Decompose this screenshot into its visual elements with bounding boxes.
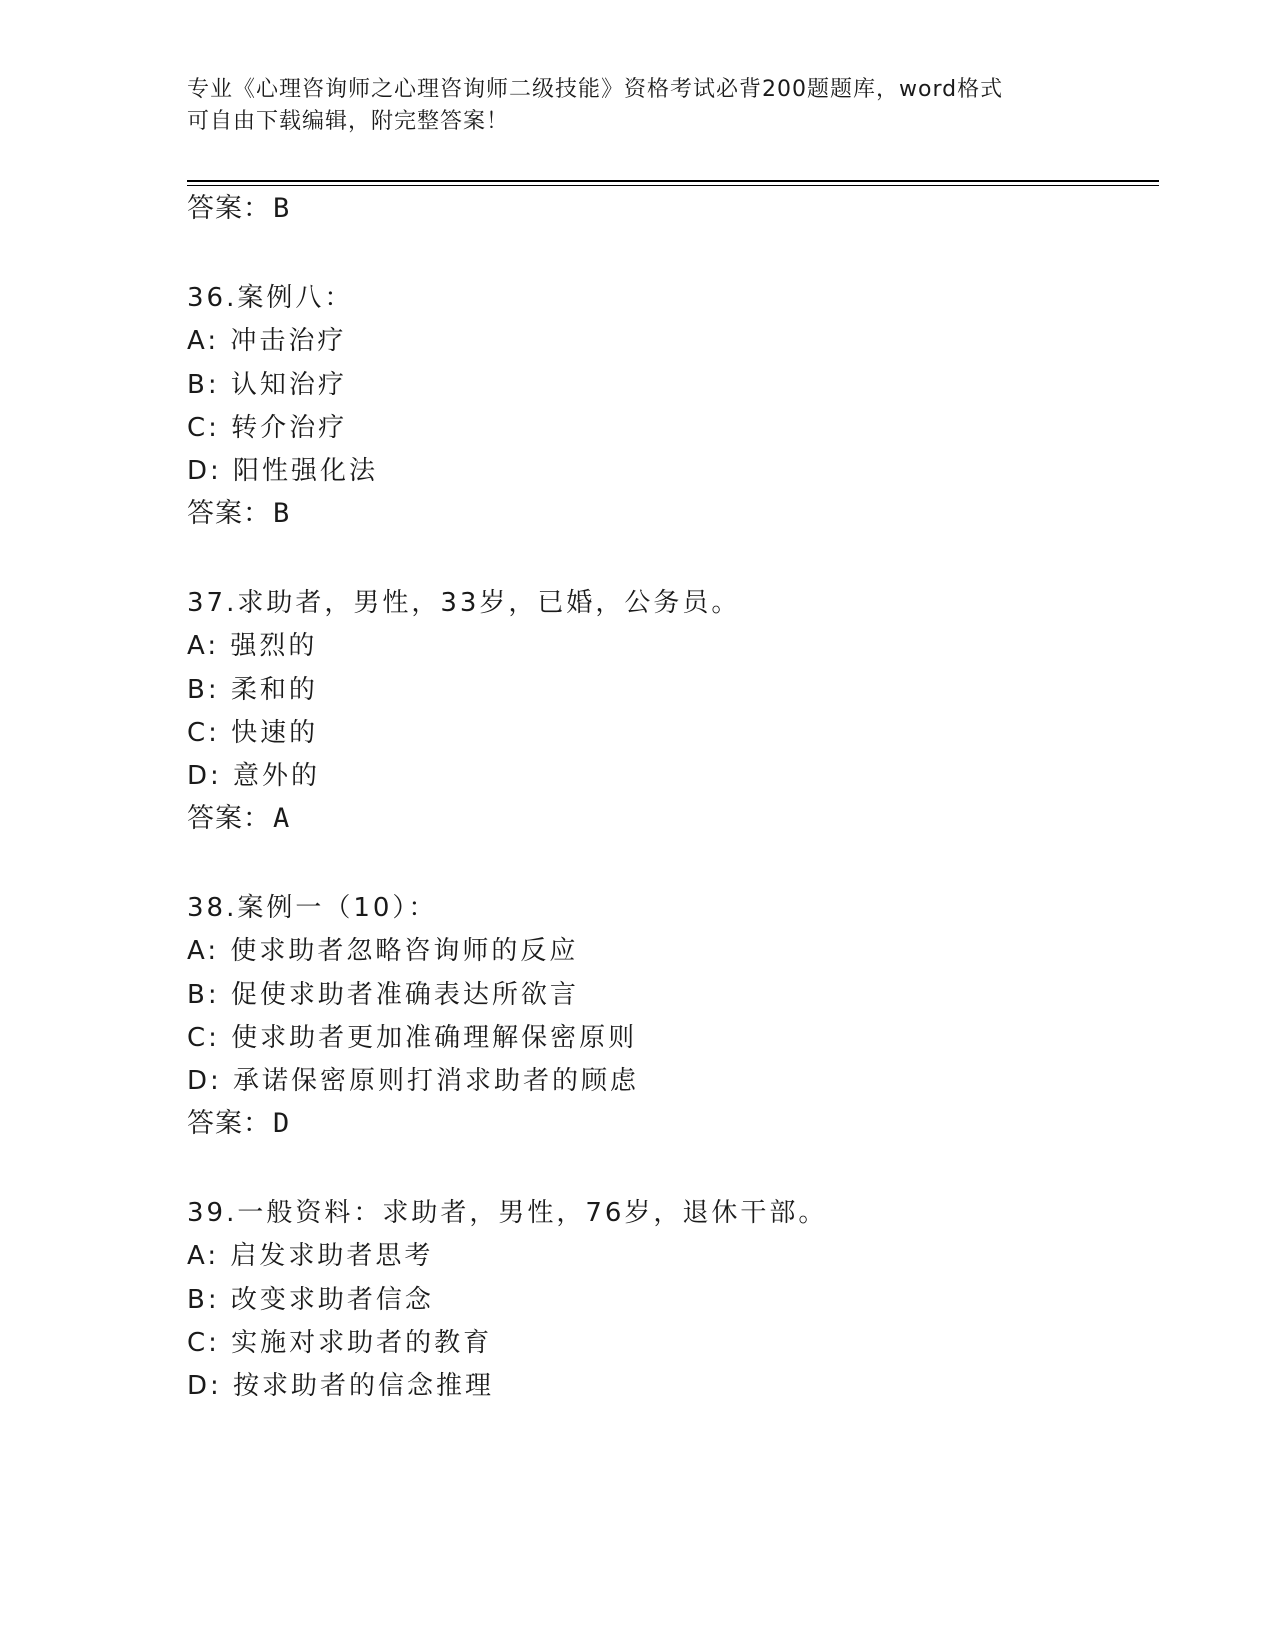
question-option: C: 实施对求助者的教育	[187, 1328, 493, 1358]
page-header	[187, 74, 1087, 138]
question-option: C: 使求助者更加准确理解保密原则	[187, 1023, 638, 1053]
question-stem: 37.求助者，男性，33岁，已婚，公务员。	[187, 588, 741, 618]
question-option: A: 冲击治疗	[187, 326, 347, 356]
answer-line	[187, 497, 290, 531]
answer-label: 答案：	[187, 1108, 271, 1139]
answer-line	[187, 802, 290, 836]
question-stem: 36.案例八：	[187, 283, 354, 313]
answer-value: B	[273, 193, 291, 224]
answer-line	[187, 1107, 290, 1141]
answer-label: 答案：	[187, 498, 271, 529]
answer-line	[187, 192, 290, 226]
question-option: B: 认知治疗	[187, 370, 347, 400]
header-line-2: 可自由下载编辑，附完整答案！	[187, 109, 510, 134]
question-option: C: 转介治疗	[187, 413, 348, 443]
answer-value: D	[273, 1108, 291, 1139]
question-option: D: 意外的	[187, 761, 321, 791]
question-option: B: 柔和的	[187, 675, 318, 705]
question-option: D: 阳性强化法	[187, 456, 379, 486]
header-line-1: 专业《心理咨询师之心理咨询师二级技能》资格考试必背200题题库，word格式	[187, 77, 1004, 102]
question-option: D: 承诺保密原则打消求助者的顾虑	[187, 1066, 640, 1096]
question-option: D: 按求助者的信念推理	[187, 1371, 495, 1401]
question-stem: 39.一般资料：求助者，男性，76岁，退休干部。	[187, 1198, 828, 1228]
answer-label: 答案：	[187, 803, 271, 834]
question-stem: 38.案例一（10）：	[187, 893, 438, 923]
question-option: A: 启发求助者思考	[187, 1241, 434, 1271]
answer-value: B	[273, 498, 291, 529]
question-option: A: 强烈的	[187, 631, 318, 661]
question-option: B: 促使求助者准确表达所欲言	[187, 980, 579, 1010]
question-option: C: 快速的	[187, 718, 319, 748]
answer-value: A	[273, 803, 291, 834]
header-divider-thick	[187, 180, 1159, 182]
answer-label: 答案：	[187, 193, 271, 224]
question-option: A: 使求助者忽略咨询师的反应	[187, 936, 579, 966]
header-divider-thin	[187, 185, 1159, 186]
question-option: B: 改变求助者信念	[187, 1285, 434, 1315]
